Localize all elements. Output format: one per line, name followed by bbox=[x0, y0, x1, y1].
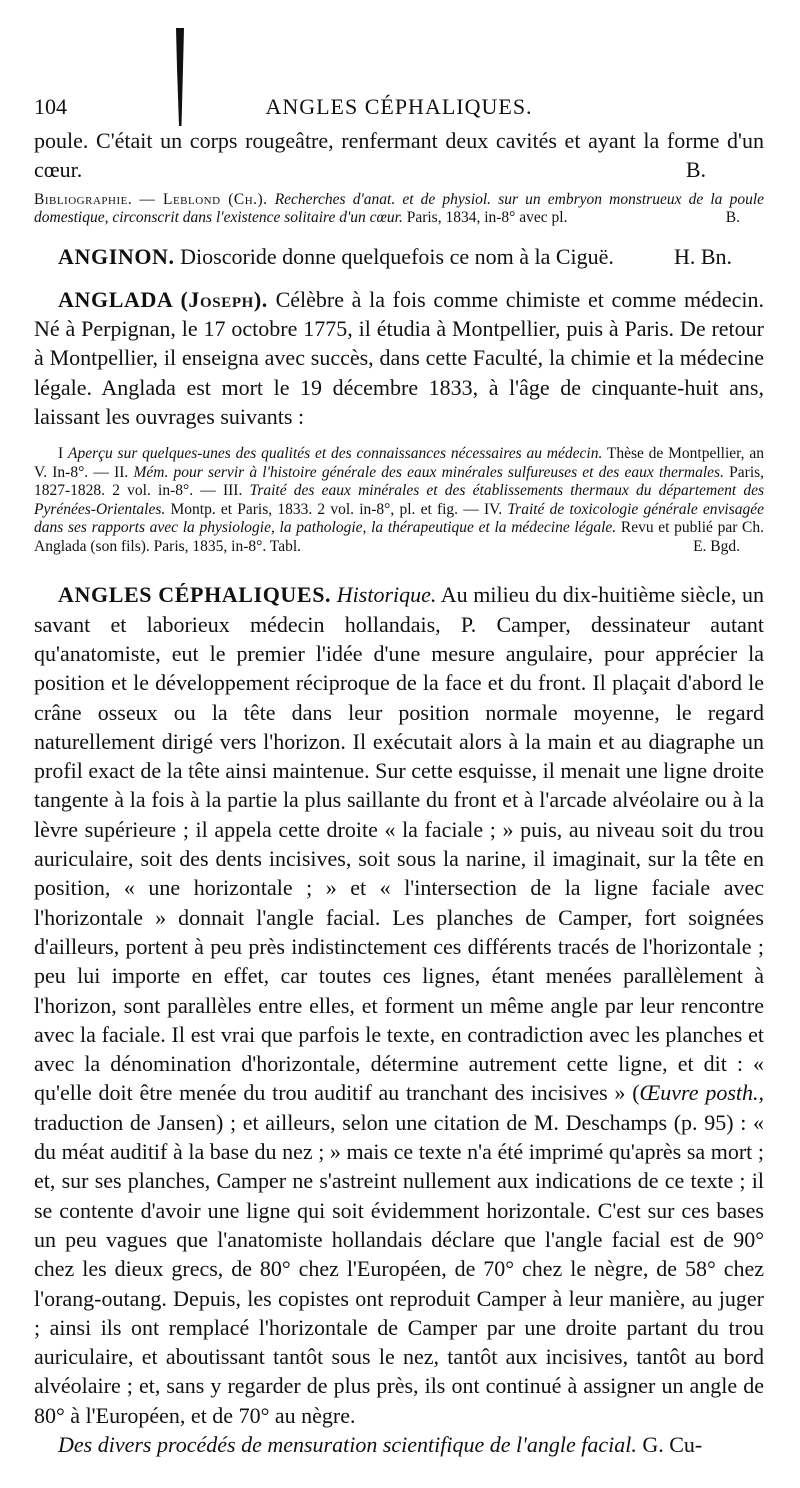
work-2-number: II. bbox=[114, 463, 129, 481]
headword-angles-cephaliques: ANGLES CÉPHALIQUES. bbox=[58, 582, 332, 608]
anginon-text: Dioscoride donne quelquefois ce nom à la Ciguë. bbox=[180, 243, 614, 269]
bibliography-signature: B. bbox=[725, 209, 740, 227]
work-2-details: Paris, 1827-1828. 2 vol. in-8°. — bbox=[34, 463, 765, 500]
bibliography-title: Recherches d'anat. et de physiol. sur un embryon monstrueux de la poule domestique, circonscrit dans l'existence solitaire d'un cœur. bbox=[34, 190, 765, 227]
entry-angles-cephaliques bbox=[34, 580, 764, 1430]
section-historique: Historique. bbox=[336, 582, 437, 608]
anglada-signature: E. Bgd. bbox=[693, 537, 740, 555]
bibliography-rest: Paris, 1834, in-8° avec pl. bbox=[406, 209, 568, 227]
work-1-title: Aperçu sur quelques-unes des qualités et des connaissances nécessaires au médecin. bbox=[67, 445, 603, 463]
entry-anginon bbox=[34, 242, 764, 271]
angles-paragraph-1b: , traduction de Jansen) ; et ailleurs, selon une citation de M. Deschamps (p. 95) : « du méat auditif à la base du nez ; » mais ce texte n'a été imprimé qu'après sa mort ; et, sur ses planches, Camper ne s'astreint nullement aux indications de ce texte ; il se contente d'avoir une ligne qui soit évidemment horizontale. C'est sur ces bases un peu vagues que l'anatomiste hollandais déclare que l'angle facial est de 90° chez les dieux grecs, de 80° chez l'Européen, de 70° chez le nègre, de 58° chez l'orang-outang. Depuis, les copistes ont reproduit Camper à leur manière, au juger ; ainsi ils ont remplacé l'horizontale de Camper par une droite partant du trou auriculaire, et aboutissant tantôt sous le nez, tantôt aux incisives, tantôt au bord alvéolaire ; et, sans y regarder de plus près, ils ont continué à assigner un angle de 80° à l'Européen, et de 70° au nègre. bbox=[34, 1080, 765, 1428]
running-head: ANGLES CÉPHALIQUES. bbox=[265, 94, 533, 119]
work-4-number: IV. bbox=[483, 500, 503, 518]
page-content bbox=[34, 92, 764, 1459]
anglada-works-list bbox=[34, 445, 764, 556]
work-4-title: Traité de toxicologie générale envisagée dans ses rapports avec la physiologie, la pathologie, la thérapeutique et la médecine légale. bbox=[34, 500, 765, 537]
angles-citation: Œuvre posth. bbox=[639, 1080, 759, 1106]
continuation-text: poule. C'était un corps rougeâtre, renfermant deux cavités et ayant la forme d'un cœur. bbox=[34, 128, 764, 183]
continuation-signature: B. bbox=[685, 157, 706, 183]
work-1-number: I bbox=[58, 445, 64, 463]
angles-paragraph-2 bbox=[34, 1430, 764, 1459]
work-1-details: Thèse de Montpellier, an V. In-8°. — bbox=[34, 445, 764, 481]
page-header bbox=[34, 92, 764, 126]
angles-paragraph-1a: Au milieu du dix-huitième siècle, un savant et laborieux médecin hollandais, P. Camper, dessinateur autant qu'anatomiste, eut le premier l'idée d'une mesure angulaire, pour apprécier la position et le développement réciproque de la face et du front. Il plaçait d'abord le crâne osseux ou la tête dans leur position normale moyenne, le regard naturellement dirigé vers l'horizon. Il exécutait alors à la main et au diagraphe un profil exact de la tête ainsi maintenue. Sur cette esquisse, il menait une ligne droite tangente à la fois à la partie la plus saillante du front et à l'arcade alvéolaire ou à la lèvre supérieure ; il appela cette droite « la faciale ; » puis, au niveau soit du trou auriculaire, soit des dents incisives, soit sous la narine, il imaginait, sur la tête en position, « une horizontale ; » et « l'intersection de la ligne faciale avec l'horizontale » donnait l'angle facial. Les planches de Camper, fort soignées d'ailleurs, portent à peu près indistinctement ces différents tracés de l'horizontale ; peu lui importe en effet, car toutes ces lignes, étant menées parallèlement à l'horizon, sont parallèles entre elles, et forment un même angle par leur rencontre avec la faciale. Il est vrai que parfois le texte, en contradiction avec les planches et avec la dénomination d'horizontale, détermine autrement cette ligne, et dit : « qu'elle doit être menée du trou auditif au tranchant des incisives » ( bbox=[34, 582, 764, 1106]
subsection-title: Des divers procédés de mensuration scientifique de l'angle facial. bbox=[58, 1431, 637, 1457]
headword-anglada: ANGLADA (Joseph). bbox=[58, 286, 268, 312]
bibliography-label: Bibliographie. bbox=[34, 190, 133, 208]
headword-anginon: ANGINON. bbox=[58, 243, 175, 269]
work-3-details: Montp. et Paris, 1833. 2 vol. in-8°, pl. et fig. — bbox=[170, 500, 479, 518]
anginon-signature: H. Bn. bbox=[673, 243, 732, 269]
entry-anglada bbox=[34, 285, 764, 431]
bibliography-author: — Leblond (Ch.). bbox=[139, 190, 268, 208]
work-3-title: Traité des eaux minérales et des établissements thermaux du département des Pyrénées-Orientales. bbox=[34, 482, 765, 518]
paragraph-2-continuation: G. Cu- bbox=[642, 1431, 703, 1457]
work-2-title: Mém. pour servir à l'histoire générale des eaux minérales sulfureuses et des eaux thermales. bbox=[133, 463, 724, 481]
page-number: 104 bbox=[34, 94, 67, 119]
continuation-paragraph bbox=[34, 126, 764, 185]
work-4-details: Revu et publié par Ch. Anglada (son fils). Paris, 1835, in-8°. Tabl. bbox=[34, 519, 765, 555]
anglada-text: Célèbre à la fois comme chimiste et comme médecin. Né à Perpignan, le 17 octobre 1775, il étudia à Montpellier, puis à Paris. De retour à Montpellier, il enseigna avec succès, dans cette Faculté, la chimie et la médecine légale. Anglada est mort le 19 décembre 1833, à l'âge de cinquante-huit ans, laissant les ouvrages suivants : bbox=[34, 286, 764, 430]
bibliography-block bbox=[34, 191, 764, 228]
work-3-number: III. bbox=[222, 482, 243, 500]
